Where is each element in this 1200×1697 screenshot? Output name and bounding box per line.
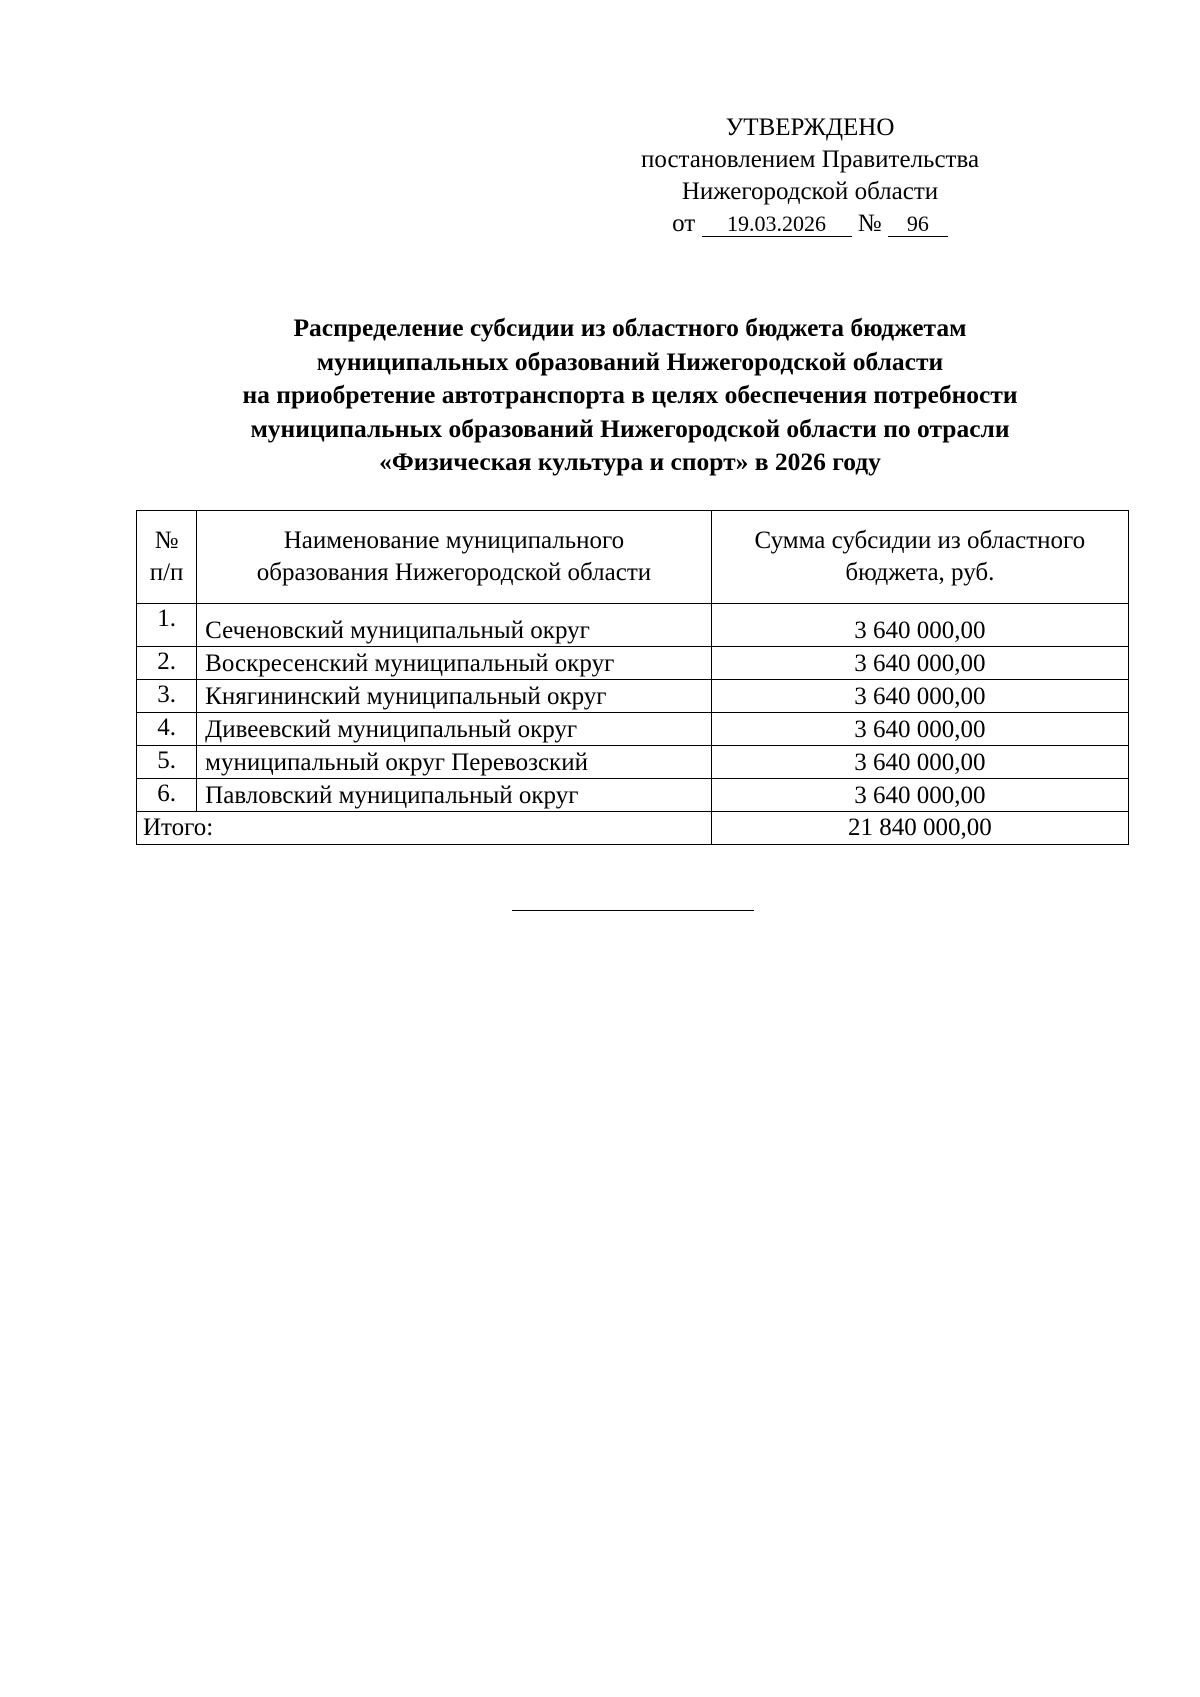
approval-block — [600, 112, 1020, 240]
table-header-row — [137, 511, 1129, 604]
row-number: 3. — [137, 680, 197, 713]
approval-date-prefix: от — [672, 210, 696, 237]
row-sum: 3 640 000,00 — [711, 680, 1128, 713]
table-row — [137, 779, 1129, 812]
row-sum: 3 640 000,00 — [711, 713, 1128, 746]
row-sum: 3 640 000,00 — [711, 746, 1128, 779]
header-number: № п/п — [137, 511, 197, 604]
title-line-3: на приобретение автотранспорта в целях обеспечения потребности — [242, 380, 1018, 409]
approval-line-2: Нижегородской области — [681, 178, 939, 205]
title-line-2: муниципальных образований Нижегородской области — [316, 346, 944, 376]
approval-date: 19.03.2026 — [702, 212, 852, 237]
row-number: 5. — [137, 746, 197, 779]
row-name: Дивеевский муниципальный округ — [197, 713, 712, 746]
row-number: 4. — [137, 713, 197, 746]
approval-line-1: постановлением Правительства — [640, 146, 980, 173]
table-row — [137, 713, 1129, 746]
row-sum: 3 640 000,00 — [711, 779, 1128, 812]
title-line-5: «Физическая культура и спорт» в 2026 году — [379, 447, 881, 476]
document-title — [130, 311, 1130, 479]
table-total-row — [137, 812, 1129, 845]
approval-number-sign: № — [857, 210, 882, 237]
row-name: Сеченовский муниципальный округ — [197, 604, 712, 647]
row-number: 6. — [137, 779, 197, 812]
title-line-1: Распределение субсидии из областного бюджета бюджетам — [293, 313, 967, 342]
row-number: 1. — [137, 604, 197, 647]
row-name: Павловский муниципальный округ — [197, 779, 712, 812]
row-name: муниципальный округ Перевозский — [197, 746, 712, 779]
table-row — [137, 746, 1129, 779]
total-label: Итого: — [137, 812, 712, 845]
total-value: 21 840 000,00 — [711, 812, 1128, 845]
table-row — [137, 680, 1129, 713]
header-name: Наименование муниципального образования Нижегородской области — [197, 511, 712, 604]
row-number: 2. — [137, 647, 197, 680]
closing-separator-line — [512, 910, 754, 911]
header-sum: Сумма субсидии из областного бюджета, руб. — [711, 511, 1128, 604]
table-row — [137, 604, 1129, 647]
row-sum: 3 640 000,00 — [711, 647, 1128, 680]
title-line-4: муниципальных образований Нижегородской области по отрасли — [250, 413, 1010, 443]
row-sum: 3 640 000,00 — [711, 604, 1128, 647]
approval-date-line — [600, 208, 1020, 240]
subsidy-table — [136, 510, 1129, 845]
approval-heading: УТВЕРЖДЕНО — [725, 114, 895, 141]
row-name: Княгининский муниципальный округ — [197, 680, 712, 713]
table-row — [137, 647, 1129, 680]
row-name: Воскресенский муниципальный округ — [197, 647, 712, 680]
approval-number: 96 — [888, 212, 948, 237]
